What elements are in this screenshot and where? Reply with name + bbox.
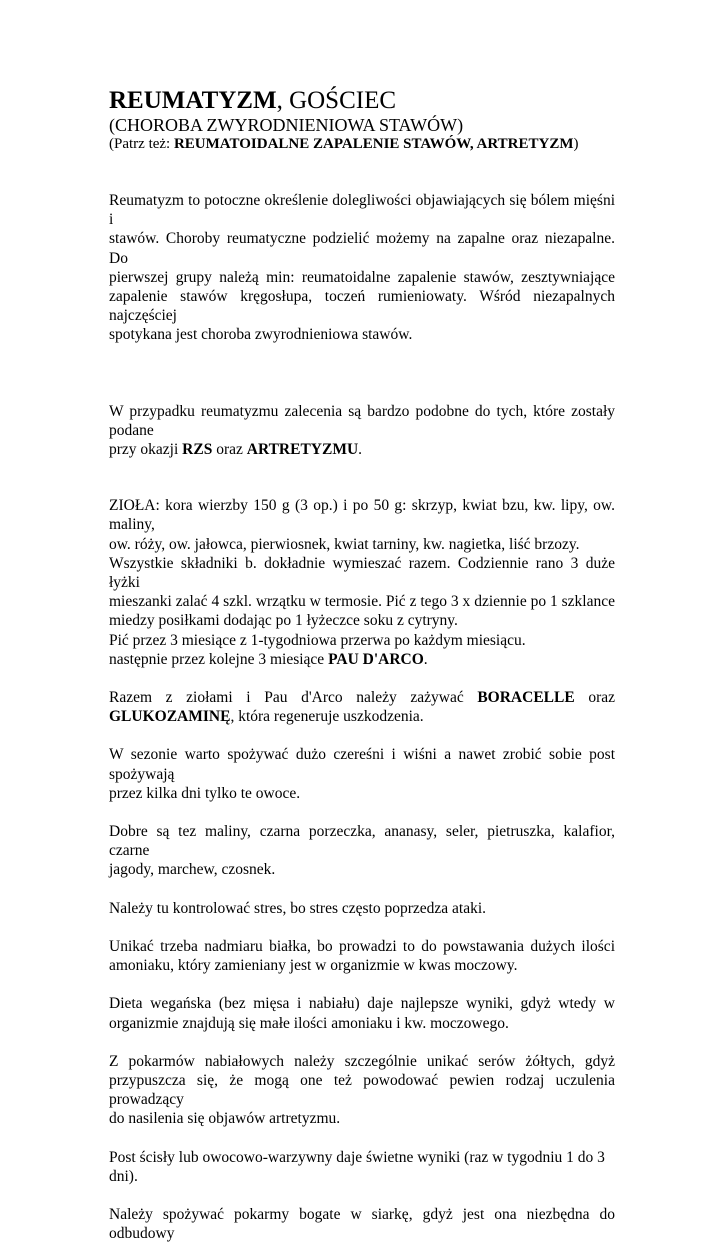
- intro-line: pierwszej grupy należą min: reumatoidalne zapalenie stawów, zesztywniające: [109, 268, 615, 286]
- body-line: przez kilka dni tylko te owoce.: [109, 784, 301, 802]
- body-line: organizmie znajdują się małe ilości amoniaku i kw. moczowego.: [109, 1014, 509, 1032]
- body-line: Dobre są tez maliny, czarna porzeczka, ananasy, seler, pietruszka, kalafior, czarne: [109, 823, 615, 860]
- boracelle-line: [109, 707, 615, 726]
- pau-darco-bold: PAU D'ARCO: [328, 650, 424, 668]
- body-line: Dieta wegańska (bez mięsa i nabiału) daje najlepsze wyniki, gdyż wtedy w: [109, 995, 615, 1013]
- recommendations-line: W przypadku reumatyzmu zalecenia są bardzo podobne do tych, które zostały podane: [109, 402, 615, 439]
- body-line: jagody, marchew, czosnek.: [109, 861, 276, 879]
- boracelle-paragraph: [109, 688, 615, 726]
- protein-paragraph: [109, 937, 615, 975]
- fruits-paragraph: [109, 822, 615, 880]
- fasting-paragraph: [109, 1148, 615, 1186]
- recommendations-paragraph: [109, 402, 615, 460]
- intro-paragraph: [109, 191, 615, 345]
- herbs-line: Pić przez 3 miesiące z 1-tygodniowa przerwa po każdym miesiącu.: [109, 631, 526, 649]
- herbs-line: ZIOŁA: kora wierzby 150 g (3 op.) i po 50 g: skrzyp, kwiat bzu, kw. lipy, ow. maliny,: [109, 497, 615, 534]
- herbs-line: mieszanki zalać 4 szkl. wrzątku w termosie. Pić z tego 3 x dziennie po 1 szklance: [109, 593, 615, 611]
- boracelle-line: [109, 688, 615, 707]
- stress-paragraph: [109, 899, 615, 918]
- rzs-bold: RZS: [182, 441, 213, 459]
- dairy-paragraph: [109, 1052, 615, 1129]
- title-rest: , GOŚCIEC: [276, 87, 397, 114]
- document-subtitle: (CHOROBA ZWYRODNIENIOWA STAWÓW): [109, 115, 464, 135]
- title-bold: REUMATYZM: [109, 87, 277, 114]
- intro-line: zapalenie stawów kręgosłupa, toczeń rumieniowaty. Wśród niezapalnych najczęściej: [109, 288, 615, 325]
- body-line: Z pokarmów nabiałowych należy szczególnie unikać serów żółtych, gdyż: [109, 1052, 615, 1070]
- herbs-line: [109, 650, 615, 669]
- sulfur-paragraph: [109, 1205, 615, 1243]
- body-line: W sezonie warto spożywać dużo czereśni i wiśni a nawet zrobić sobie post spożywają: [109, 746, 615, 783]
- herbs-line: miedzy posiłkami dodając po 1 łyżeczce soku z cytryny.: [109, 612, 458, 630]
- herbs-line: ow. róży, ow. jałowca, pierwiosnek, kwiat tarniny, kw. nagietka, liść brzozy.: [109, 535, 580, 553]
- intro-line: spotykana jest choroba zwyrodnieniowa stawów.: [109, 326, 413, 344]
- body-line: do nasilenia się objawów artretyzmu.: [109, 1110, 341, 1128]
- body-line: Post ścisły lub owocowo-warzywny daje świetne wyniki (raz w tygodniu 1 do 3 dni).: [109, 1148, 605, 1185]
- glukozamine-bold: GLUKOZAMINĘ: [109, 708, 231, 726]
- see-also-prefix: (Patrz też:: [109, 136, 174, 152]
- boracelle-bold: BORACELLE: [477, 689, 575, 707]
- herbs-paragraph: [109, 496, 615, 669]
- herbs-text: następnie przez kolejne 3 miesiące: [109, 650, 329, 668]
- body-line: przypuszcza się, że mogą one też powodować pewien rodzaj uczulenia prowadzący: [109, 1071, 615, 1109]
- cherries-paragraph: [109, 745, 615, 803]
- intro-line: stawów. Choroby reumatyczne podzielić możemy na zapalne oraz niezapalne. Do: [109, 230, 615, 267]
- document-page: [109, 86, 615, 1243]
- boracelle-text: oraz: [574, 689, 615, 707]
- herbs-line: Wszystkie składniki b. dokładnie wymieszać razem. Codziennie rano 3 duże łyżki: [109, 554, 615, 592]
- vegan-diet-paragraph: [109, 994, 615, 1032]
- recommendations-text: oraz: [212, 441, 247, 459]
- herbs-text: .: [423, 650, 428, 668]
- recommendations-text: .: [358, 441, 363, 459]
- see-also-suffix: ): [573, 136, 579, 152]
- recommendations-line: [109, 440, 615, 459]
- body-line: Unikać trzeba nadmiaru białka, bo prowadzi to do powstawania dużych ilości: [109, 937, 615, 955]
- body-line: amoniaku, który zamieniany jest w organizmie w kwas moczowy.: [109, 957, 518, 975]
- body-line: Należy spożywać pokarmy bogate w siarkę, gdyż jest ona niezbędna do odbudowy: [109, 1205, 615, 1243]
- body-line: Należy tu kontrolować stres, bo stres często poprzedza ataki.: [109, 899, 487, 917]
- see-also-line: [109, 135, 615, 153]
- see-also-topics: REUMATOIDALNE ZAPALENIE STAWÓW, ARTRETYZM: [173, 136, 574, 152]
- document-title: [109, 86, 615, 116]
- recommendations-text: przy okazji: [109, 441, 183, 459]
- artretyzmu-bold: ARTRETYZMU: [246, 441, 359, 459]
- boracelle-text: , która regeneruje uszkodzenia.: [230, 708, 424, 726]
- intro-line: Reumatyzm to potoczne określenie dolegliwości objawiających się bólem mięśni i: [109, 192, 615, 229]
- boracelle-text: Razem z ziołami i Pau d'Arco należy zażywać: [109, 689, 478, 707]
